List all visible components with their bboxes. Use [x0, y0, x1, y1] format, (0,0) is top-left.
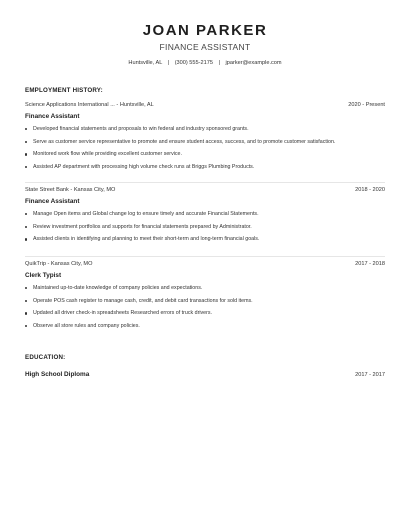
bullet-text: Review investment portfolios and supports for financial statements prepared by Administrator.	[33, 223, 252, 230]
bullet-text: Maintained up-to-date knowledge of company policies and expectations.	[33, 285, 203, 291]
bullet-text: Assisted AP department with processing high volume check runs at Briggs Plumbing Products.	[33, 164, 255, 171]
contact-email: jparker@example.com	[225, 60, 282, 66]
bullet-dot-icon	[25, 213, 27, 215]
section-divider	[25, 182, 385, 183]
bullet-text: Monitored work flow while providing excellent customer service.	[33, 151, 182, 158]
candidate-title: FINANCE ASSISTANT	[159, 42, 251, 52]
education-degree: High School Diploma	[25, 371, 90, 378]
bullet-dot-icon	[25, 166, 27, 168]
bullet-dot-icon	[25, 287, 27, 289]
job-role: Finance Assistant	[25, 113, 80, 120]
education-entry	[25, 371, 385, 378]
contact-phone: (300) 555-2175	[174, 60, 213, 66]
contact-location: Huntsville, AL	[128, 60, 163, 66]
bullet-item	[25, 310, 385, 317]
bullet-item	[25, 139, 385, 146]
bullet-dot-icon	[25, 312, 27, 314]
bullet-item	[25, 298, 385, 305]
bullet-dot-icon	[25, 238, 27, 240]
job-header	[25, 102, 385, 108]
job-bullets	[25, 211, 385, 243]
bullet-text: Assisted clients in identifying and planning to meet their short-term and long-term financial goals.	[33, 236, 260, 243]
bullet-text: Developed financial statements and proposals to win federal and industry sponsored grants.	[33, 126, 249, 132]
education-dates: 2017 - 2017	[355, 372, 385, 378]
bullet-text: Operate POS cash register to manage cash, credit, and debit card transactions for sold items.	[33, 297, 253, 304]
bullet-text: Serve as customer service representative to promote and ensure student access, success, and to promote customer satisfaction.	[33, 138, 336, 145]
bullet-dot-icon	[25, 141, 27, 143]
bullet-dot-icon	[25, 325, 27, 327]
bullet-item	[25, 224, 385, 231]
contact-separator: |	[218, 60, 220, 66]
job-role: Finance Assistant	[25, 198, 80, 205]
candidate-name: JOAN PARKER	[142, 22, 268, 39]
bullet-item	[25, 236, 385, 243]
job-role: Clerk Typist	[25, 272, 62, 279]
contact-separator: |	[167, 60, 170, 66]
bullet-dot-icon	[25, 226, 27, 228]
contact-line	[0, 60, 410, 66]
section-divider	[25, 256, 385, 257]
bullet-item	[25, 164, 385, 171]
job-company: Science Applications International ... - Huntsville, AL	[25, 102, 154, 108]
bullet-text: Updated all driver check-in spreadsheets Researched errors of truck drivers.	[33, 310, 212, 317]
job-dates: 2018 - 2020	[355, 187, 385, 193]
job-bullets	[25, 126, 385, 171]
bullet-text: Manage Open items and Global change log to ensure timely and accurate Financial Statements.	[33, 211, 259, 217]
bullet-item	[25, 126, 385, 133]
bullet-item	[25, 323, 385, 330]
job-dates: 2020 - Present	[348, 102, 385, 108]
job-header	[25, 261, 385, 267]
job-bullets	[25, 285, 385, 330]
job-header	[25, 187, 385, 193]
job-entry	[25, 261, 385, 336]
bullet-dot-icon	[25, 128, 27, 130]
job-entry	[25, 187, 385, 249]
bullet-dot-icon	[25, 153, 27, 155]
bullet-text: Observe all store rules and company policies.	[33, 323, 140, 330]
employment-heading: EMPLOYMENT HISTORY:	[25, 87, 103, 94]
job-entry	[25, 102, 385, 177]
bullet-dot-icon	[25, 300, 27, 302]
job-dates: 2017 - 2018	[355, 261, 385, 267]
job-company: QuikTrip - Kansas City, MO	[25, 261, 93, 267]
bullet-item	[25, 151, 385, 158]
bullet-item	[25, 285, 385, 292]
job-company: State Street Bank - Kansas City, MO	[25, 187, 116, 193]
education-heading: EDUCATION:	[25, 354, 66, 361]
bullet-item	[25, 211, 385, 218]
